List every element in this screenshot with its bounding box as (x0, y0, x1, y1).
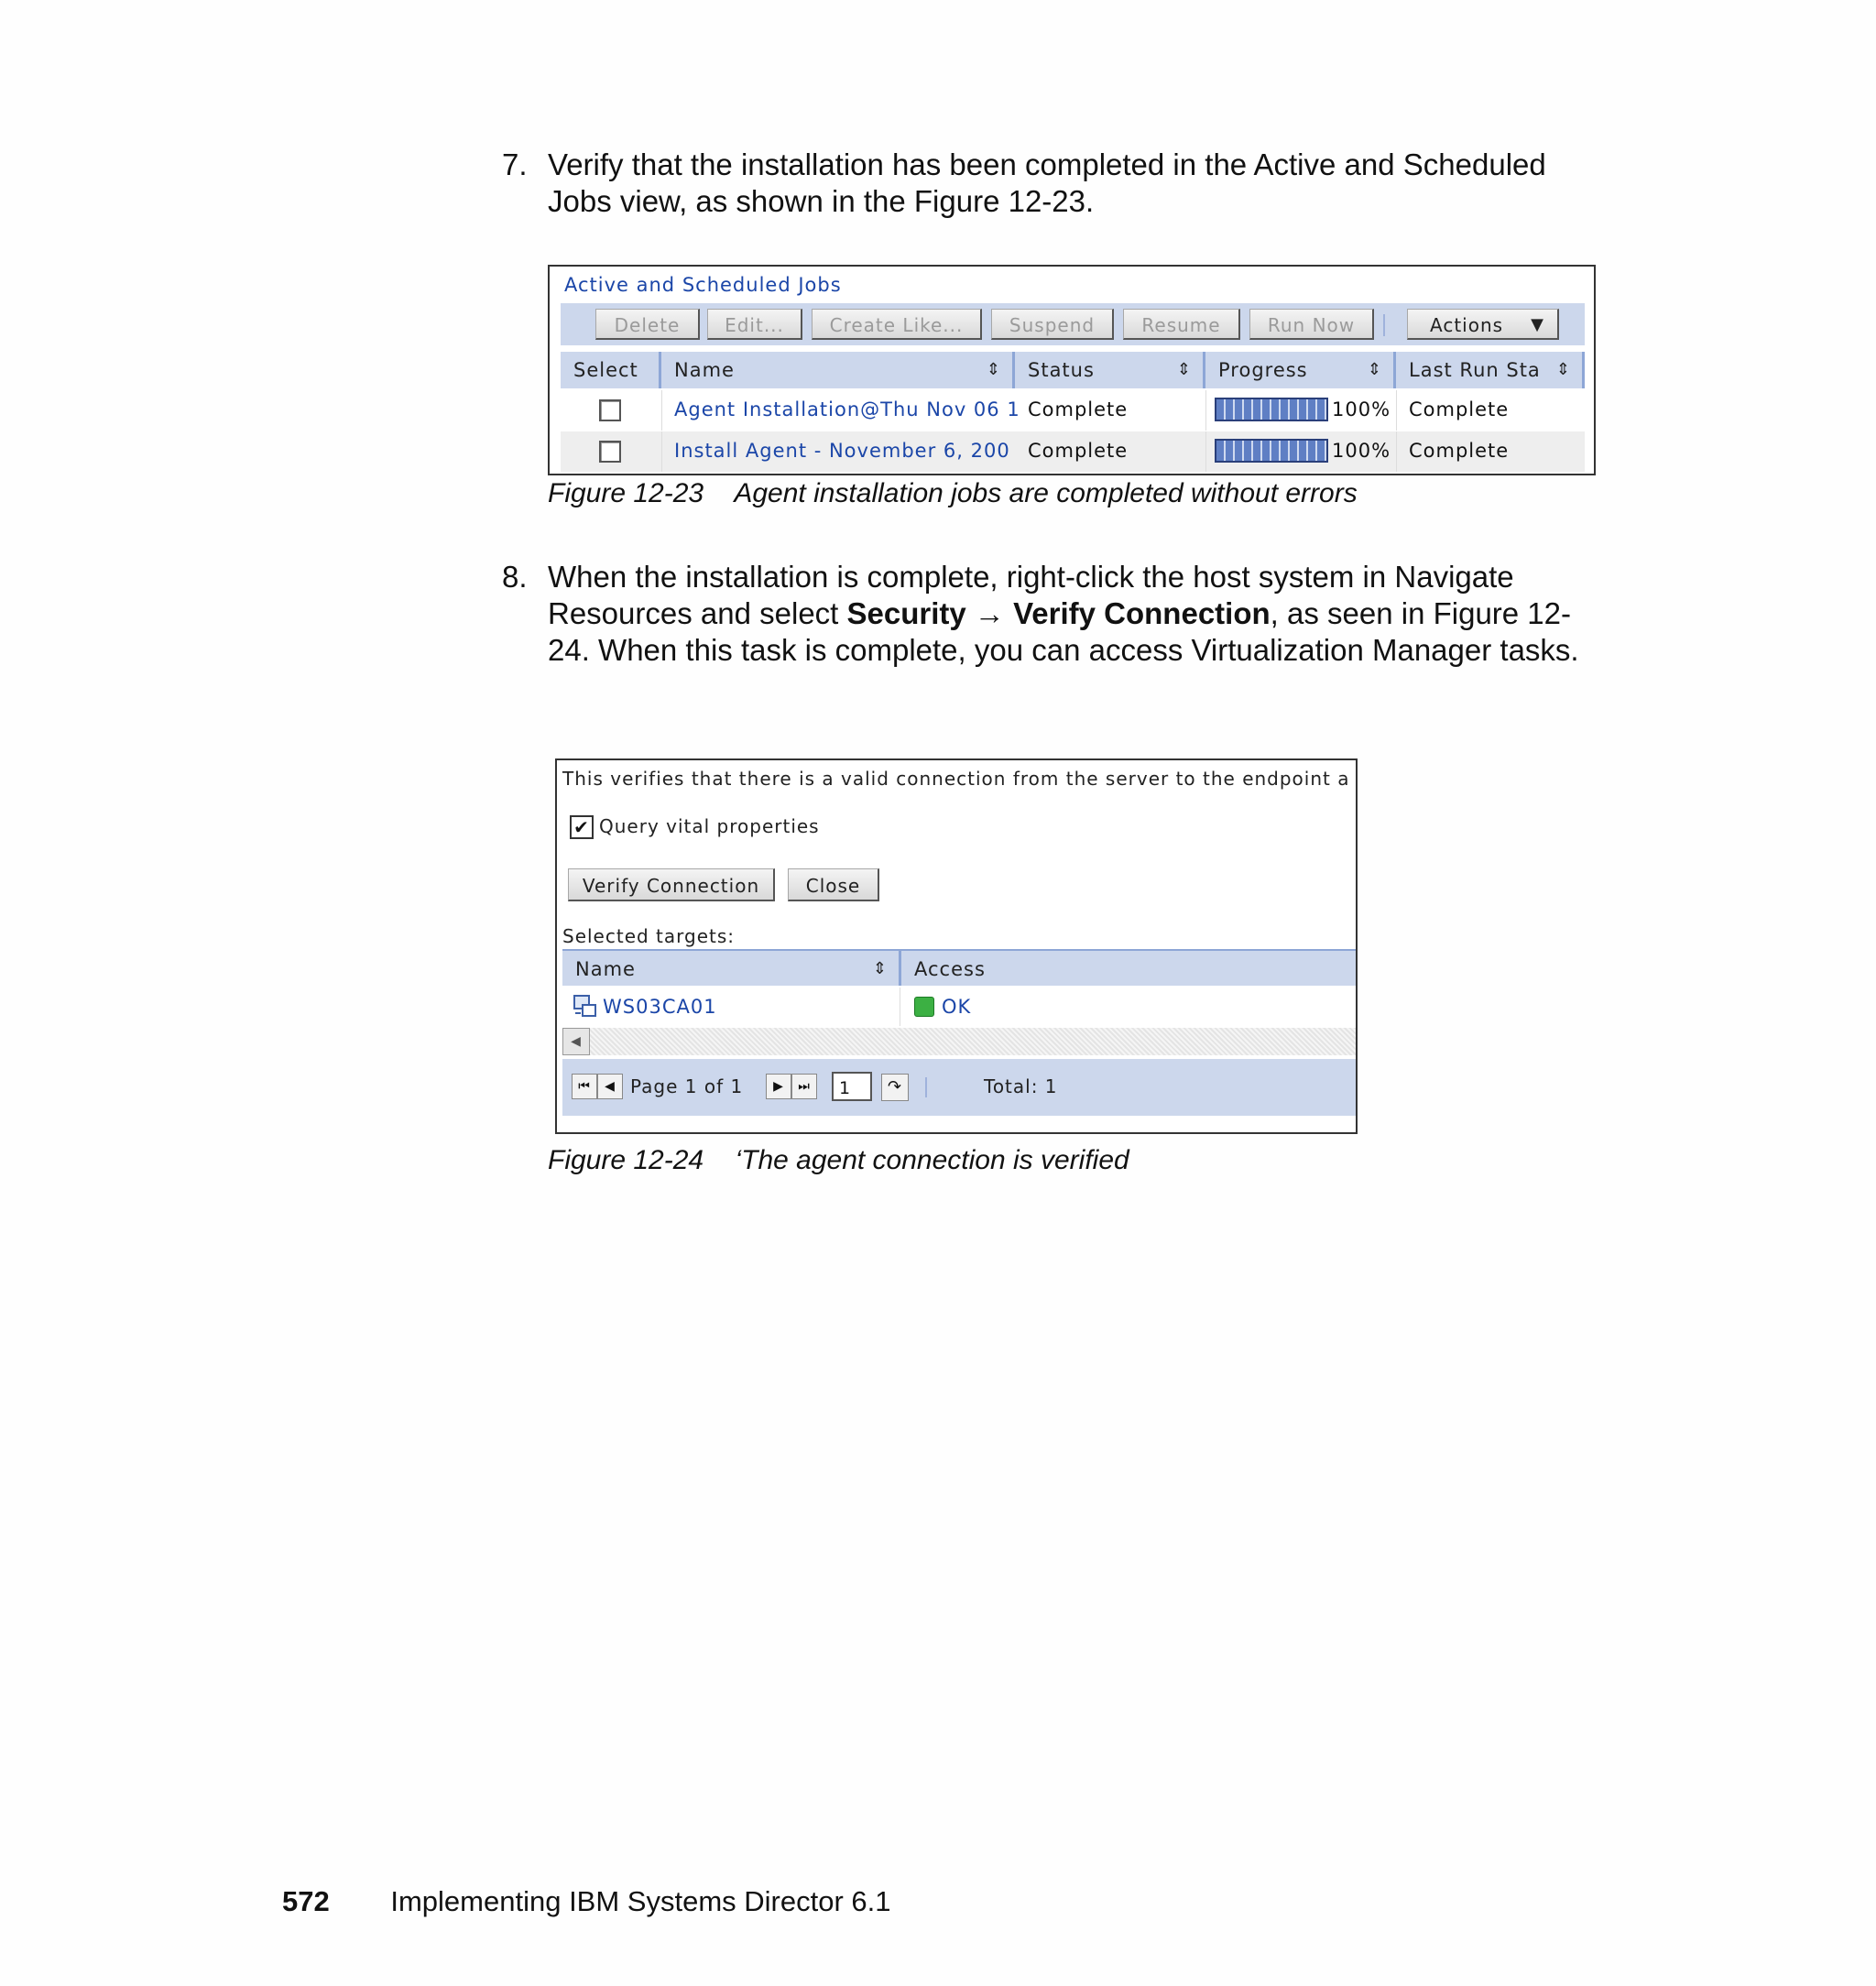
column-label: Name (575, 958, 636, 980)
close-button[interactable]: Close (788, 868, 879, 901)
row-select-checkbox[interactable] (599, 399, 621, 421)
book-title: Implementing IBM Systems Director 6.1 (390, 1885, 891, 1917)
sort-icon[interactable]: ⇕ (986, 360, 1001, 379)
active-scheduled-jobs-panel (548, 265, 1596, 475)
system-icon (573, 995, 597, 1019)
status-ok-icon (914, 997, 934, 1017)
chevron-down-icon: ▼ (1531, 315, 1544, 334)
next-page-icon[interactable]: ▶ (766, 1074, 791, 1099)
figure-caption (548, 1145, 1129, 1176)
page-footer (282, 1885, 890, 1918)
job-status: Complete (1028, 440, 1129, 462)
toolbar-separator (1383, 314, 1385, 336)
sort-icon[interactable]: ⇕ (1367, 360, 1382, 379)
sort-icon[interactable]: ⇕ (1555, 360, 1571, 379)
column-label: Name (674, 359, 735, 381)
create-like-button[interactable]: Create Like... (812, 309, 982, 340)
job-name-link[interactable]: Install Agent - November 6, 200 (674, 440, 1010, 462)
cell-divider (661, 390, 662, 431)
verify-connection-button[interactable]: Verify Connection (568, 868, 775, 901)
column-header-last-run-status[interactable] (1396, 352, 1585, 388)
verify-connection-panel (555, 758, 1358, 1134)
sort-icon[interactable]: ⇕ (872, 959, 888, 978)
toolbar-separator (925, 1077, 927, 1097)
last-run-status: Complete (1409, 440, 1510, 462)
column-header-name[interactable] (562, 949, 901, 986)
step-text: Verify that the installation has been completed in the Active and Scheduled Jobs view, as shown in the Figure 12-23. (548, 147, 1546, 218)
figure-caption (548, 478, 1358, 509)
resume-button[interactable]: Resume (1123, 309, 1240, 340)
menu-path-verify-connection: Verify Connection (1013, 596, 1271, 630)
checkbox-label: Query vital properties (599, 815, 820, 837)
cell-divider (1205, 431, 1206, 472)
table-row (561, 390, 1585, 431)
menu-path-security: Security (846, 596, 966, 630)
column-header-access[interactable] (901, 949, 1356, 986)
cell-divider (1205, 390, 1206, 431)
target-name-link[interactable]: WS03CA01 (603, 996, 717, 1018)
column-label: Last Run Sta (1409, 359, 1541, 381)
previous-page-icon[interactable]: ◀ (597, 1074, 623, 1099)
row-select-checkbox[interactable] (599, 441, 621, 463)
selected-targets-label: Selected targets: (562, 925, 736, 947)
figure-caption-text: ‘The agent connection is verified (735, 1145, 1129, 1175)
access-status: OK (942, 996, 972, 1018)
column-label: Select (573, 359, 638, 381)
job-status: Complete (1028, 398, 1129, 420)
figure-number: Figure 12-24 (548, 1145, 704, 1175)
step-number: 7. (502, 147, 528, 181)
table-row (562, 988, 1356, 1026)
job-name-link[interactable]: Agent Installation@Thu Nov 06 1 (674, 398, 1020, 420)
panel-description: This verifies that there is a valid connection from the server to the endpoint a (562, 768, 1350, 790)
actions-menu-button[interactable] (1407, 309, 1559, 340)
pagination-bar (562, 1059, 1356, 1116)
column-header-select[interactable] (561, 352, 661, 388)
progress-label: 100% (1332, 440, 1391, 462)
step-text-part: , as seen in Figure 12-24. When this task is complete, you can access Virtualization Manager tasks. (548, 596, 1579, 667)
column-label: Progress (1218, 359, 1308, 381)
step-number: 8. (502, 560, 528, 594)
panel-title: Active and Scheduled Jobs (564, 274, 842, 296)
first-page-icon[interactable]: ⏮ (572, 1074, 597, 1099)
step-text-part: When the installation is complete, right-click the host system in Navigate Resources and select (548, 560, 1514, 630)
table-row (561, 431, 1585, 472)
toolbar (561, 303, 1585, 345)
progress-bar (1215, 439, 1328, 463)
horizontal-scrollbar[interactable] (562, 1028, 1356, 1055)
step-text (548, 559, 1601, 669)
actions-label: Actions (1430, 314, 1504, 336)
page-number-input[interactable]: 1 (832, 1072, 872, 1101)
column-header-status[interactable] (1015, 352, 1205, 388)
figure-number: Figure 12-23 (548, 478, 704, 508)
column-header-progress[interactable] (1205, 352, 1396, 388)
figure-caption-text: Agent installation jobs are completed without errors (734, 478, 1358, 508)
page-indicator: Page 1 of 1 (630, 1075, 744, 1097)
cell-divider (1396, 390, 1397, 431)
progress-bar (1215, 398, 1328, 421)
last-page-icon[interactable]: ⏭ (791, 1074, 817, 1099)
query-vital-properties-checkbox[interactable]: ✔ (570, 815, 594, 839)
scroll-left-button[interactable]: ◀ (562, 1028, 590, 1055)
last-run-status: Complete (1409, 398, 1510, 420)
suspend-button[interactable]: Suspend (991, 309, 1114, 340)
cell-divider (1396, 431, 1397, 472)
menu-path-arrow: → (965, 596, 1014, 630)
progress-label: 100% (1332, 398, 1391, 420)
run-now-button[interactable]: Run Now (1249, 309, 1374, 340)
cell-divider (661, 431, 662, 472)
column-label: Access (914, 958, 986, 980)
total-count: Total: 1 (984, 1075, 1058, 1097)
edit-button[interactable]: Edit... (707, 309, 802, 340)
column-header-name[interactable] (661, 352, 1015, 388)
column-label: Status (1028, 359, 1095, 381)
page-number: 572 (282, 1885, 330, 1917)
delete-button[interactable]: Delete (595, 309, 700, 340)
sort-icon[interactable]: ⇕ (1176, 360, 1192, 379)
go-to-page-icon[interactable]: ↷ (881, 1074, 909, 1101)
